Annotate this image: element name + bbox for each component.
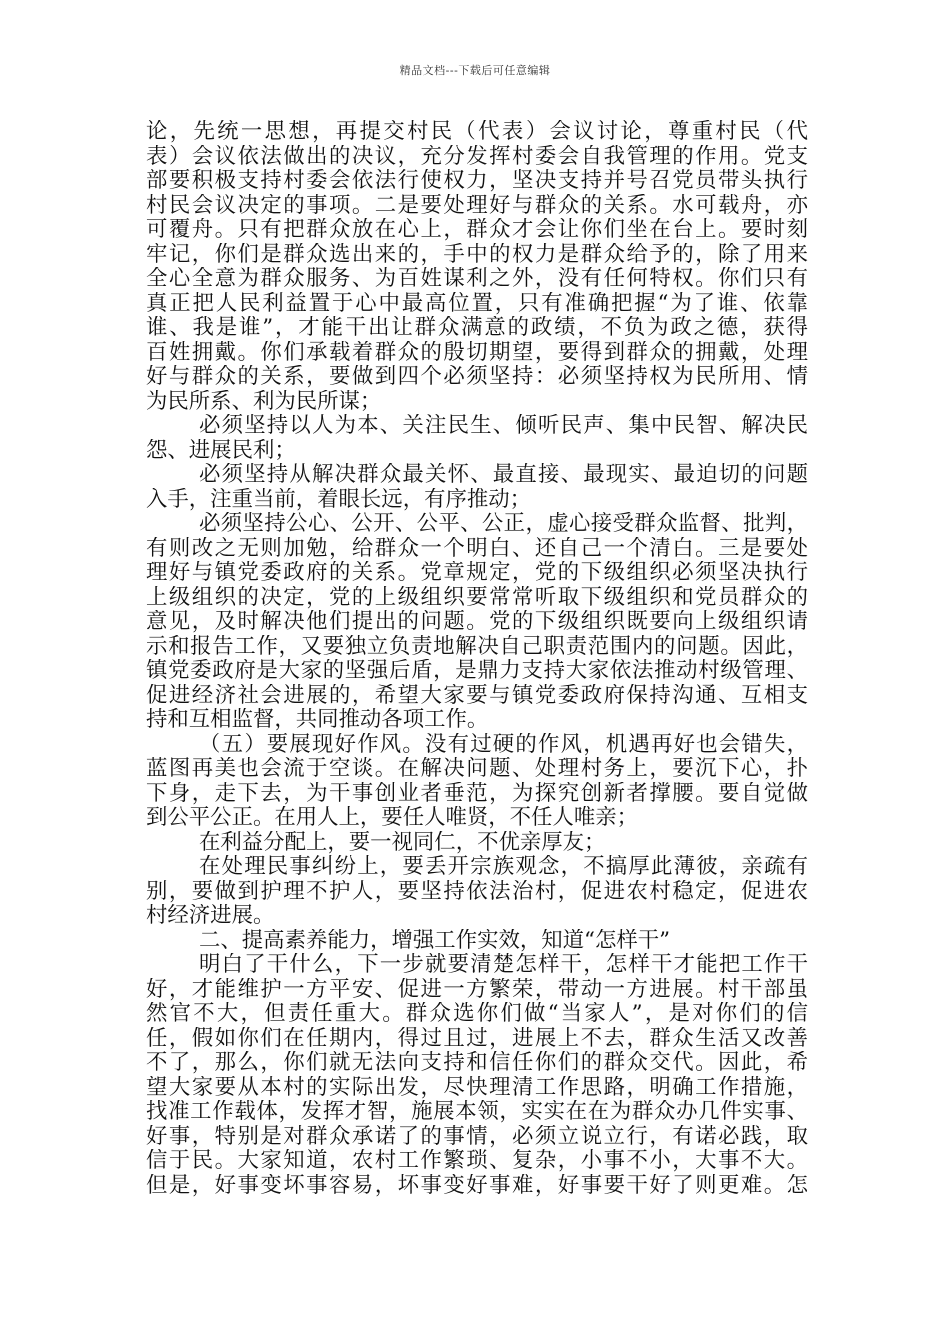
text-line: 好与群众的关系，要做到四个必须坚持：必须坚持权为民所用、情 [146,365,808,389]
text-line: 为民所系、利为民所谋； [146,389,382,414]
text-line: 怨、进展民利； [146,438,296,463]
text-line: 必须坚持公心、公开、公平、公正，虚心接受群众监督、批判， [199,512,808,536]
text-line: 理好与镇党委政府的关系。党章规定，党的下级组织必须坚决执行 [146,561,808,585]
text-line: 入手，注重当前，着眼长远，有序推动； [146,487,532,512]
text-line: 上级组织的决定，党的上级组织要常常听取下级组织和党员群众的 [146,585,808,610]
text-line: 不了，那么，你们就无法向支持和信任你们的群众交代。因此，希 [146,1051,808,1075]
text-line: 村民会议决定的事项。二是要处理好与群众的关系。水可载舟，亦 [146,193,808,218]
text-line: 任，假如你们在任期内，得过且过，进展上不去，群众生活又改善 [146,1026,808,1051]
text-line: 村经济进展。 [146,904,275,928]
text-line: 好，才能维护一方平安、促进一方繁荣，带动一方进展。村干部虽 [146,977,808,1002]
text-line: 下身，走下去，为干事创业者垂范，为探究创新者撑腰。要自觉做 [146,781,808,806]
text-line: 在处理民事纠纷上，要丢开宗族观念，不搞厚此薄彼，亲疏有 [199,855,808,879]
text-line: 必须坚持从解决群众最关怀、最直接、最现实、最迫切的问题 [199,463,808,487]
text-line: 望大家要从本村的实际出发，尽快理清工作思路，明确工作措施， [146,1075,808,1100]
text-line: 到公平公正。在用人上，要任人唯贤，不任人唯亲； [146,806,638,830]
text-line: 部要积极支持村委会依法行使权力，坚决支持并号召党员带头执行 [146,169,808,193]
text-line: 可覆舟。只有把群众放在心上，群众才会让你们坐在台上。要时刻 [146,218,808,242]
text-line: 然官不大，但责任重大。群众选你们做“当家人”，是对你们的信 [146,1002,808,1026]
text-line: 二、提高素养能力，增强工作实效，知道“怎样干” [199,928,671,953]
document-body [146,120,808,1198]
text-line: （五）要展现好作风。没有过硬的作风，机遇再好也会错失， [199,732,808,757]
text-line: 但是，好事变坏事容易，坏事变好事难，好事要干好了则更难。怎 [146,1173,808,1198]
text-line: 谁、我是谁”，才能干出让群众满意的政绩，不负为政之德，获得 [146,316,808,340]
text-line: 明白了干什么，下一步就要清楚怎样干，怎样干才能把工作干 [199,953,808,977]
text-line: 找准工作载体，发挥才智，施展本领，实实在在为群众办几件实事、 [146,1100,808,1124]
text-line: 蓝图再美也会流于空谈。在解决问题、处理村务上，要沉下心，扑 [146,757,808,781]
text-line: 表）会议依法做出的决议，充分发挥村委会自我管理的作用。党支 [146,144,808,169]
text-line: 促进经济社会进展的，希望大家要与镇党委政府保持沟通、互相支 [146,683,808,708]
text-line: 全心全意为群众服务、为百姓谋利之外，没有任何特权。你们只有 [146,267,808,291]
text-line: 示和报告工作，又要独立负责地解决自己职责范围内的问题。因此， [146,634,808,659]
text-line: 必须坚持以人为本、关注民生、倾听民声、集中民智、解决民 [199,414,808,438]
text-line: 别，要做到护理不护人，要坚持依法治村，促进农村稳定，促进农 [146,879,808,904]
page-header: 精品文档---下载后可任意编辑 [399,64,551,77]
text-line: 信于民。大家知道，农村工作繁琐、复杂，小事不小，大事不大。 [146,1149,808,1173]
text-line: 论，先统一思想，再提交村民（代表）会议讨论，尊重村民（代 [146,120,808,144]
text-line: 意见，及时解决他们提出的问题。党的下级组织既要向上级组织请 [146,610,808,634]
text-line: 好事，特别是对群众承诺了的事情，必须立说立行，有诺必践，取 [146,1124,808,1149]
text-line: 镇党委政府是大家的坚强后盾，是鼎力支持大家依法推动村级管理、 [146,659,808,683]
text-line: 在利益分配上，要一视同仁，不优亲厚友； [199,830,606,855]
text-line: 真正把人民利益置于心中最高位置，只有准确把握“为了谁、依靠 [146,291,808,316]
text-line: 有则改之无则加勉，给群众一个明白、还自己一个清白。三是要处 [146,536,808,561]
text-line: 持和互相监督，共同推动各项工作。 [146,708,489,732]
text-line: 牢记，你们是群众选出来的，手中的权力是群众给予的，除了用来 [146,242,808,267]
text-line: 百姓拥戴。你们承载着群众的殷切期望，要得到群众的拥戴，处理 [146,340,808,365]
